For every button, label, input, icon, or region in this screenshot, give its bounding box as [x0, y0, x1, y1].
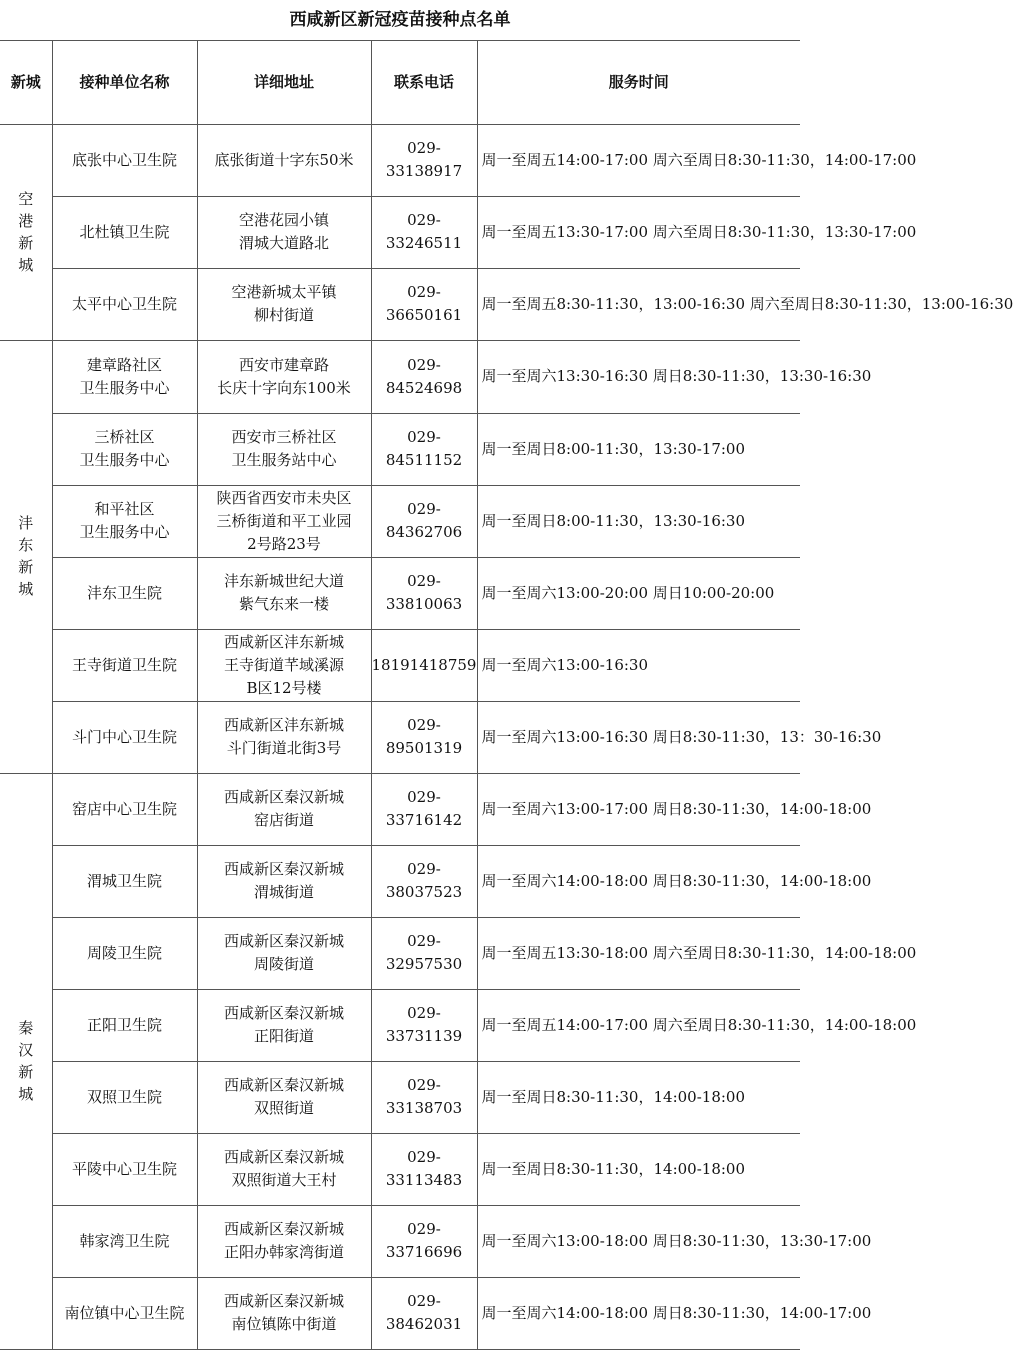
unit-name-cell: 三桥社区 卫生服务中心: [52, 413, 197, 485]
phone-cell: 029- 33246511: [371, 196, 477, 268]
table-row: [0, 1205, 800, 1277]
phone-cell: 029- 84524698: [371, 340, 477, 413]
address-cell: 西咸新区秦汉新城 渭城街道: [197, 845, 371, 917]
unit-name-cell: 南位镇中心卫生院: [52, 1277, 197, 1349]
address-cell: 空港花园小镇 渭城大道路北: [197, 196, 371, 268]
unit-name-cell: 平陵中心卫生院: [52, 1133, 197, 1205]
address-cell: 西咸新区秦汉新城 窑店街道: [197, 773, 371, 845]
service-hours-cell: 周一至周日8:00-11:30，13:30-16:30: [477, 485, 800, 557]
table-row: [0, 340, 800, 413]
phone-cell: 029- 89501319: [371, 701, 477, 773]
service-hours-cell: 周一至周五14:00-17:00 周六至周日8:30-11:30，14:00-18:00: [477, 989, 800, 1061]
table-row: [0, 1277, 800, 1349]
address-cell: 沣东新城世纪大道 紫气东来一楼: [197, 557, 371, 629]
district-name: 空港新城: [18, 189, 34, 274]
address-cell: 西安市建章路 长庆十字向东100米: [197, 340, 371, 413]
service-hours-cell: 周一至周日8:30-11:30，14:00-18:00: [477, 1061, 800, 1133]
address-cell: 西咸新区秦汉新城 正阳街道: [197, 989, 371, 1061]
phone-cell: 029- 33138703: [371, 1061, 477, 1133]
table-row: [0, 701, 800, 773]
unit-name-cell: 建章路社区 卫生服务中心: [52, 340, 197, 413]
table-row: [0, 773, 800, 845]
service-hours-cell: 周一至周六13:00-18:00 周日8:30-11:30，13:30-17:00: [477, 1205, 800, 1277]
vaccination-sites-table: [0, 41, 1013, 1350]
unit-name-cell: 北杜镇卫生院: [52, 196, 197, 268]
phone-cell: 029- 32957530: [371, 917, 477, 989]
unit-name-cell: 底张中心卫生院: [52, 124, 197, 196]
unit-name-cell: 渭城卫生院: [52, 845, 197, 917]
header-unit: 接种单位名称: [52, 41, 197, 124]
phone-cell: 029- 84362706: [371, 485, 477, 557]
district-cell-fengdong: [0, 340, 52, 773]
service-hours-cell: 周一至周日8:30-11:30，14:00-18:00: [477, 1133, 800, 1205]
phone-cell: 029- 33716696: [371, 1205, 477, 1277]
service-hours-cell: 周一至周六13:00-16:30: [477, 629, 800, 701]
address-cell: 西咸新区沣东新城 王寺街道芊域溪源 B区12号楼: [197, 629, 371, 701]
service-hours-cell: 周一至周六13:30-16:30 周日8:30-11:30，13:30-16:30: [477, 340, 800, 413]
phone-cell: 029- 33731139: [371, 989, 477, 1061]
table-row: [0, 413, 800, 485]
table-row: [0, 917, 800, 989]
table-row: [0, 485, 800, 557]
phone-cell: 029- 33138917: [371, 124, 477, 196]
table-row: [0, 196, 800, 268]
table-row: [0, 1061, 800, 1133]
unit-name-cell: 正阳卫生院: [52, 989, 197, 1061]
table-row: [0, 629, 800, 701]
address-cell: 陕西省西安市未央区 三桥街道和平工业园 2号路23号: [197, 485, 371, 557]
table-row: [0, 845, 800, 917]
address-cell: 西咸新区秦汉新城 双照街道大王村: [197, 1133, 371, 1205]
address-cell: 底张街道十字东50米: [197, 124, 371, 196]
phone-cell: 029- 33810063: [371, 557, 477, 629]
unit-name-cell: 斗门中心卫生院: [52, 701, 197, 773]
service-hours-cell: 周一至周六14:00-18:00 周日8:30-11:30，14:00-18:00: [477, 845, 800, 917]
service-hours-cell: 周一至周六13:00-17:00 周日8:30-11:30，14:00-18:00: [477, 773, 800, 845]
unit-name-cell: 和平社区 卫生服务中心: [52, 485, 197, 557]
address-cell: 空港新城太平镇 柳村街道: [197, 268, 371, 340]
address-cell: 西咸新区秦汉新城 正阳办韩家湾街道: [197, 1205, 371, 1277]
table-row: [0, 124, 800, 196]
service-hours-cell: 周一至周五13:30-18:00 周六至周日8:30-11:30，14:00-18:00: [477, 917, 800, 989]
service-hours-cell: 周一至周六14:00-18:00 周日8:30-11:30，14:00-17:00: [477, 1277, 800, 1349]
header-hours: 服务时间: [477, 41, 800, 124]
table-row: [0, 557, 800, 629]
table-row: [0, 989, 800, 1061]
table-body: [0, 124, 1013, 1349]
table-header-row: [0, 41, 800, 124]
service-hours-cell: 周一至周五8:30-11:30，13:00-16:30 周六至周日8:30-11:30，13:00-16:30: [477, 268, 800, 340]
unit-name-cell: 沣东卫生院: [52, 557, 197, 629]
service-hours-cell: 周一至周日8:00-11:30，13:30-17:00: [477, 413, 800, 485]
address-cell: 西安市三桥社区 卫生服务站中心: [197, 413, 371, 485]
phone-cell: 029- 84511152: [371, 413, 477, 485]
unit-name-cell: 韩家湾卫生院: [52, 1205, 197, 1277]
unit-name-cell: 太平中心卫生院: [52, 268, 197, 340]
phone-cell: 029- 36650161: [371, 268, 477, 340]
address-cell: 西咸新区秦汉新城 双照街道: [197, 1061, 371, 1133]
service-hours-cell: 周一至周五13:30-17:00 周六至周日8:30-11:30，13:30-17:00: [477, 196, 800, 268]
address-cell: 西咸新区秦汉新城 周陵街道: [197, 917, 371, 989]
unit-name-cell: 周陵卫生院: [52, 917, 197, 989]
document-title: 西咸新区新冠疫苗接种点名单: [0, 0, 800, 41]
table-row: [0, 1133, 800, 1205]
phone-cell: 029- 38462031: [371, 1277, 477, 1349]
address-cell: 西咸新区秦汉新城 南位镇陈中街道: [197, 1277, 371, 1349]
unit-name-cell: 双照卫生院: [52, 1061, 197, 1133]
service-hours-cell: 周一至周六13:00-16:30 周日8:30-11:30，13：30-16:30: [477, 701, 800, 773]
address-cell: 西咸新区沣东新城 斗门街道北街3号: [197, 701, 371, 773]
unit-name-cell: 王寺街道卫生院: [52, 629, 197, 701]
unit-name-cell: 窑店中心卫生院: [52, 773, 197, 845]
header-phone: 联系电话: [371, 41, 477, 124]
header-address: 详细地址: [197, 41, 371, 124]
district-name: 秦汉新城: [18, 1018, 34, 1103]
district-name: 沣东新城: [18, 514, 34, 598]
phone-cell: 029- 33716142: [371, 773, 477, 845]
header-district: 新城: [0, 41, 52, 124]
service-hours-cell: 周一至周六13:00-20:00 周日10:00-20:00: [477, 557, 800, 629]
district-cell-qinhan: [0, 773, 52, 1349]
phone-cell: 029- 38037523: [371, 845, 477, 917]
service-hours-cell: 周一至周五14:00-17:00 周六至周日8:30-11:30，14:00-17:00: [477, 124, 800, 196]
district-cell-konggang: [0, 124, 52, 340]
phone-cell: 029- 33113483: [371, 1133, 477, 1205]
table-row: [0, 268, 800, 340]
phone-cell: 18191418759: [371, 629, 477, 701]
